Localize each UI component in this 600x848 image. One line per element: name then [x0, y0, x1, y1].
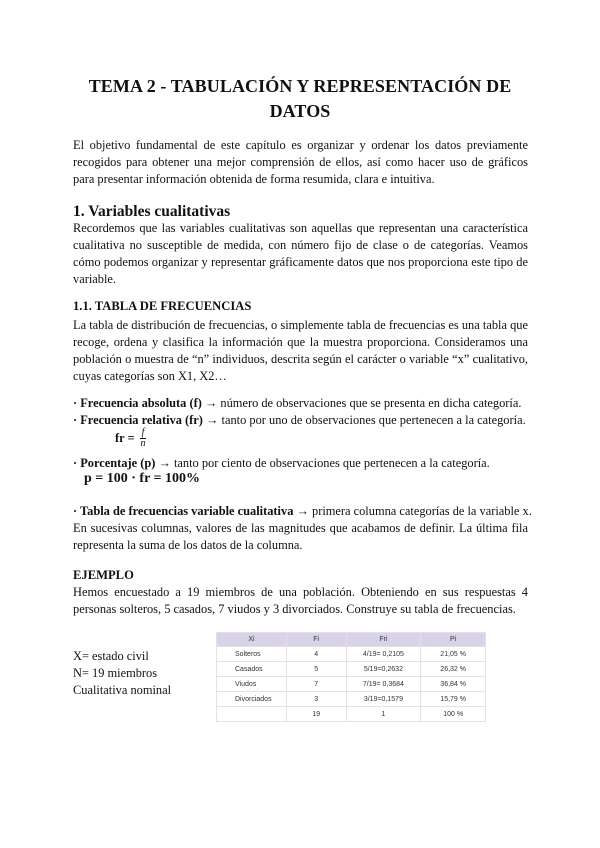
fraction-numerator: f — [141, 427, 145, 438]
page-title — [60, 74, 540, 124]
side-notes — [73, 648, 171, 699]
table-cell: 3 — [286, 692, 346, 707]
table-cell: Casados — [217, 662, 287, 677]
table-total-row — [217, 707, 486, 722]
section-1-heading: 1. Variables cualitativas — [73, 203, 231, 220]
tabla-continuation-paragraph: En sucesivas columnas, valores de las magnitudes que acabamos de definir. La última fila representa la suma de los datos de la columna. — [73, 521, 528, 552]
formula-lhs: fr = — [115, 431, 135, 445]
table-cell: 26,32 % — [421, 662, 486, 677]
table-row — [217, 662, 486, 677]
intro-paragraph: El objetivo fundamental de este capítulo es organizar y ordenar los datos previamente recogidos para obtener una mejor comprensión de ellos, así como hacer uso de gráficos para presentar información obtenida de forma resumida, clara e intuitiva. — [73, 138, 528, 186]
fraction-denominator: n — [140, 438, 146, 449]
table-cell: Divorciados — [217, 692, 287, 707]
table-cell: 7/19= 0,3684 — [346, 677, 421, 692]
column-header: Pi — [421, 633, 486, 647]
frequency-table — [216, 632, 486, 722]
table-cell: 4/19= 0,2105 — [346, 647, 421, 662]
table-cell: 36,84 % — [421, 677, 486, 692]
column-header: Fi — [286, 633, 346, 647]
table-cell: Solteros — [217, 647, 287, 662]
table-cell — [217, 707, 287, 722]
column-header: Fri — [346, 633, 421, 647]
side-note: N= 19 miembros — [73, 666, 158, 680]
side-note: X= estado civil — [73, 649, 149, 663]
table-cell: 19 — [286, 707, 346, 722]
bullet-text: → número de observaciones que se presenta en dicha categoría. — [201, 396, 522, 410]
ejemplo-heading: EJEMPLO — [73, 568, 134, 582]
table-row — [217, 692, 486, 707]
section-1-1-paragraph: La tabla de distribución de frecuencias, o simplemente tabla de frecuencias es una tabla que recoge, ordena y clasifica la información que la muestra proporciona. Consideramos una población o muestra de “n” individuos, descrita según el carácter o variable “x” cualitativo, cuyas categorías son X1, X2… — [73, 318, 528, 383]
bullet-text: → tanto por ciento de observaciones que pertenecen a la categoría. — [155, 456, 490, 470]
bullet-tabla-frecuencias — [73, 503, 532, 520]
table-cell: 1 — [346, 707, 421, 722]
title-line-1: TEMA 2 - TABULACIÓN Y REPRESENTACIÓN DE — [88, 76, 512, 96]
fraction — [140, 428, 147, 449]
table-cell: 4 — [286, 647, 346, 662]
formula-porcentaje: p = 100 · fr = 100% — [84, 471, 201, 486]
table-cell: 21,05 % — [421, 647, 486, 662]
bullet-porcentaje — [73, 455, 490, 472]
table-cell: 5/19=0,2632 — [346, 662, 421, 677]
table-cell: Viudos — [217, 677, 287, 692]
bullet-label: · Tabla de frecuencias variable cualitativa — [73, 504, 294, 518]
bullet-frecuencia-relativa — [73, 412, 526, 429]
section-1-paragraph: Recordemos que las variables cualitativas son aquellas que representan una característica cualitativa no susceptible de medida, con número fijo de clase o de categorías. Veamos cómo podemos organizar y representar gráficamente datos que nos proporciona este tipo de variable. — [73, 221, 528, 286]
table-cell: 7 — [286, 677, 346, 692]
bullet-label: · Porcentaje (p) — [73, 456, 156, 470]
table-cell: 100 % — [421, 707, 486, 722]
table-cell: 15,79 % — [421, 692, 486, 707]
column-header: Xi — [217, 633, 287, 647]
side-note: Cualitativa nominal — [73, 683, 172, 697]
table-header-row — [217, 633, 486, 647]
formula-frecuencia-relativa — [115, 428, 146, 449]
table-row — [217, 677, 486, 692]
ejemplo-paragraph: Hemos encuestado a 19 miembros de una población. Obteniendo en sus respuestas 4 personas solteros, 5 casados, 7 viudos y 3 divorciados. Construye su tabla de frecuencias. — [73, 585, 528, 616]
bullet-frecuencia-absoluta — [73, 395, 521, 412]
table-row — [217, 647, 486, 662]
section-1-1-heading: 1.1. TABLA DE FRECUENCIAS — [73, 299, 252, 313]
title-line-2: DATOS — [269, 101, 331, 121]
bullet-text: → tanto por uno de observaciones que pertenecen a la categoría. — [202, 413, 526, 427]
bullet-label: · Frecuencia relativa (fr) — [73, 413, 203, 427]
bullet-label: · Frecuencia absoluta (f) — [73, 396, 202, 410]
bullet-text: → primera columna categorías de la variable x. — [293, 504, 532, 518]
table-cell: 3/19=0,1579 — [346, 692, 421, 707]
table-cell: 5 — [286, 662, 346, 677]
